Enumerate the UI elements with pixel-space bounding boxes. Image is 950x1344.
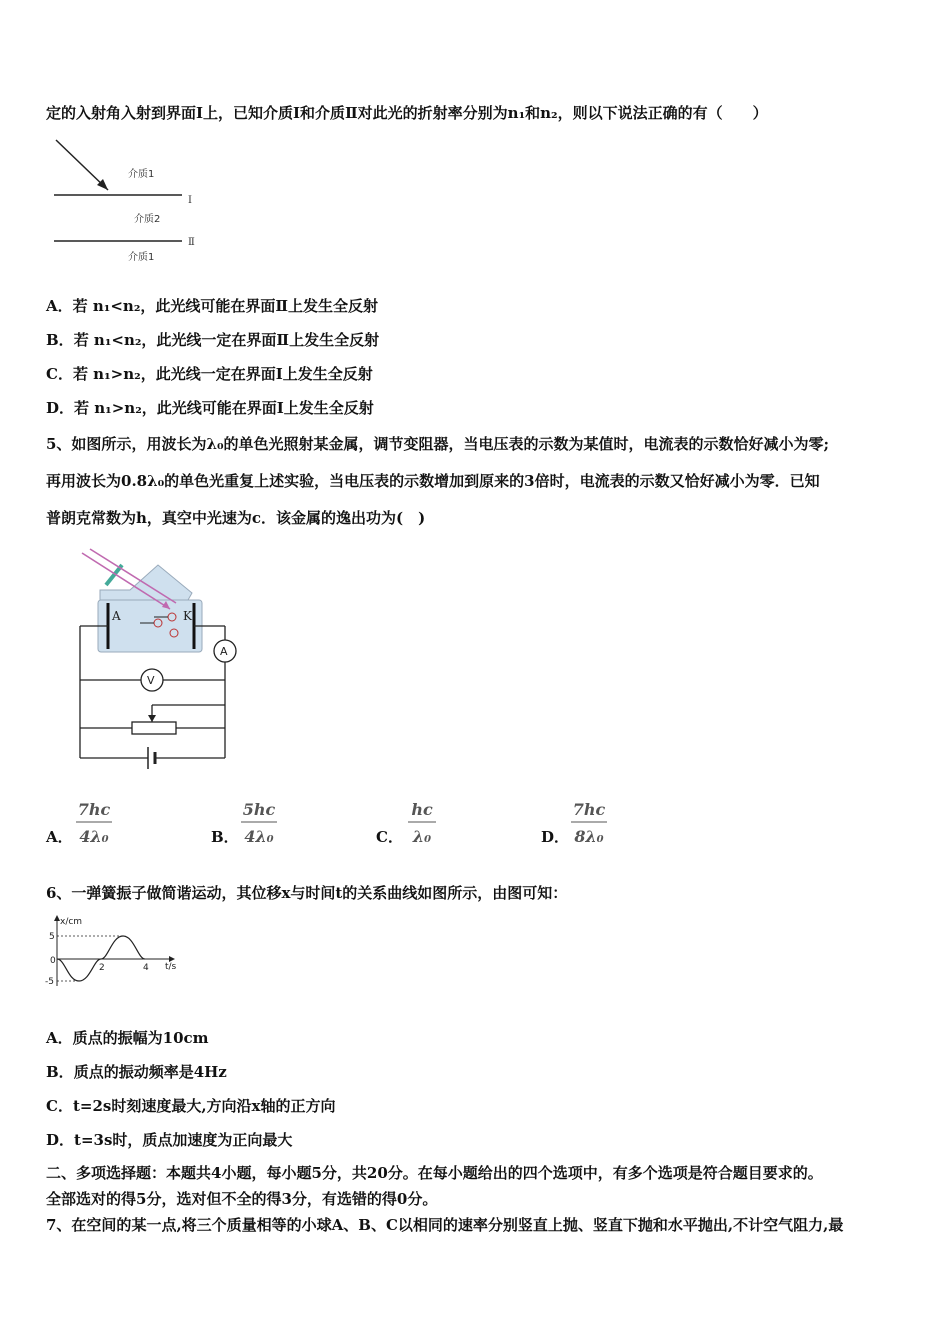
q6-option-b: B．质点的振动频率是4Hz [46,1063,227,1081]
q6-stem: 6、一弹簧振子做简谐运动，其位移x与时间t的关系曲线如图所示，由图可知： [46,884,568,902]
ammeter-label: A [220,645,228,658]
medium2-label: 介质2 [134,214,161,225]
svg-text:4λ₀: 4λ₀ [79,827,109,846]
q4-option-c: C．若 n₁>n₂，此光线一定在界面Ⅰ上发生全反射 [46,365,373,383]
voltmeter-label: V [147,674,155,687]
q7-stem: 7、在空间的某一点,将三个质量相等的小球A、B、C以相同的速率分别竖直上抛、竖直下抛和水平抛出,不计空气阻力,最 [46,1216,844,1234]
q5-option-c-fraction [404,798,444,850]
svg-text:λ₀: λ₀ [412,827,432,846]
slider-arrow [148,715,156,722]
interface1-label: Ⅰ [188,195,192,206]
q4-stem: 定的入射角入射到界面Ⅰ上，已知介质Ⅰ和介质Ⅱ对此光的折射率分别为n₁和n₂，则以下说法正确的有（ ） [46,104,768,122]
plate-a-label: A [112,609,121,623]
q5-option-a-fraction [74,798,114,850]
medium1-top-label: 介质1 [128,169,155,180]
y-tick-5: 5 [49,932,55,942]
interface2-label: Ⅱ [188,237,195,248]
tube-window [100,565,192,600]
q5-option-b-fraction [239,798,279,850]
rheostat [132,722,176,734]
q5-line-2: 再用波长为0.8λ₀的单色光重复上述实验，当电压表的示数增加到原来的3倍时，电流表的示数又恰好减小为零．已知 [46,472,820,490]
q6-option-a: A．质点的振幅为10cm [46,1029,209,1047]
svg-text:4λ₀: 4λ₀ [244,827,274,846]
q4-option-d: D．若 n₁>n₂，此光线可能在界面Ⅰ上发生全反射 [46,399,374,417]
q4-option-a: A．若 n₁<n₂，此光线可能在界面Ⅱ上发生全反射 [46,297,379,315]
q6-option-d: D．t=3s时，质点加速度为正向最大 [46,1131,293,1149]
section2-line-2: 全部选对的得5分，选对但不全的得3分，有选错的得0分。 [46,1190,438,1208]
svg-text:7hc: 7hc [572,800,606,819]
phototube [98,600,202,652]
x-tick-4: 4 [143,963,149,973]
plate-k-label: K [183,609,192,623]
section2-line-1: 二、多项选择题：本题共4小题，每小题5分，共20分。在每小题给出的四个选项中，有多个选项是符合题目要求的。 [46,1164,823,1182]
q5-line-1: 5、如图所示，用波长为λ₀的单色光照射某金属，调节变阻器，当电压表的示数为某值时，电流表的示数恰好减小为零; [46,435,830,453]
svg-text:7hc: 7hc [77,800,111,819]
q5-line-3: 普朗克常数为h，真空中光速为c．该金属的逸出功为( ) [46,509,426,527]
q4-option-b: B．若 n₁<n₂，此光线一定在界面Ⅱ上发生全反射 [46,331,380,349]
q6-option-c: C．t=2s时刻速度最大,方向沿x轴的正方向 [46,1097,336,1115]
q5-photoelectric-circuit [70,545,245,780]
y-tick-0: 0 [50,956,56,966]
svg-text:5hc: 5hc [242,800,276,819]
q4-refraction-figure [50,135,220,270]
q5-option-d-fraction [569,798,609,850]
x-axis-label: t/s [165,962,177,972]
y-axis-label: x/cm [60,917,83,927]
q6-displacement-graph [44,912,184,992]
svg-text:hc: hc [411,800,433,819]
x-tick-2: 2 [99,963,105,973]
svg-text:8λ₀: 8λ₀ [574,827,604,846]
medium1-bottom-label: 介质1 [128,252,155,263]
y-tick-neg5: -5 [45,977,54,987]
